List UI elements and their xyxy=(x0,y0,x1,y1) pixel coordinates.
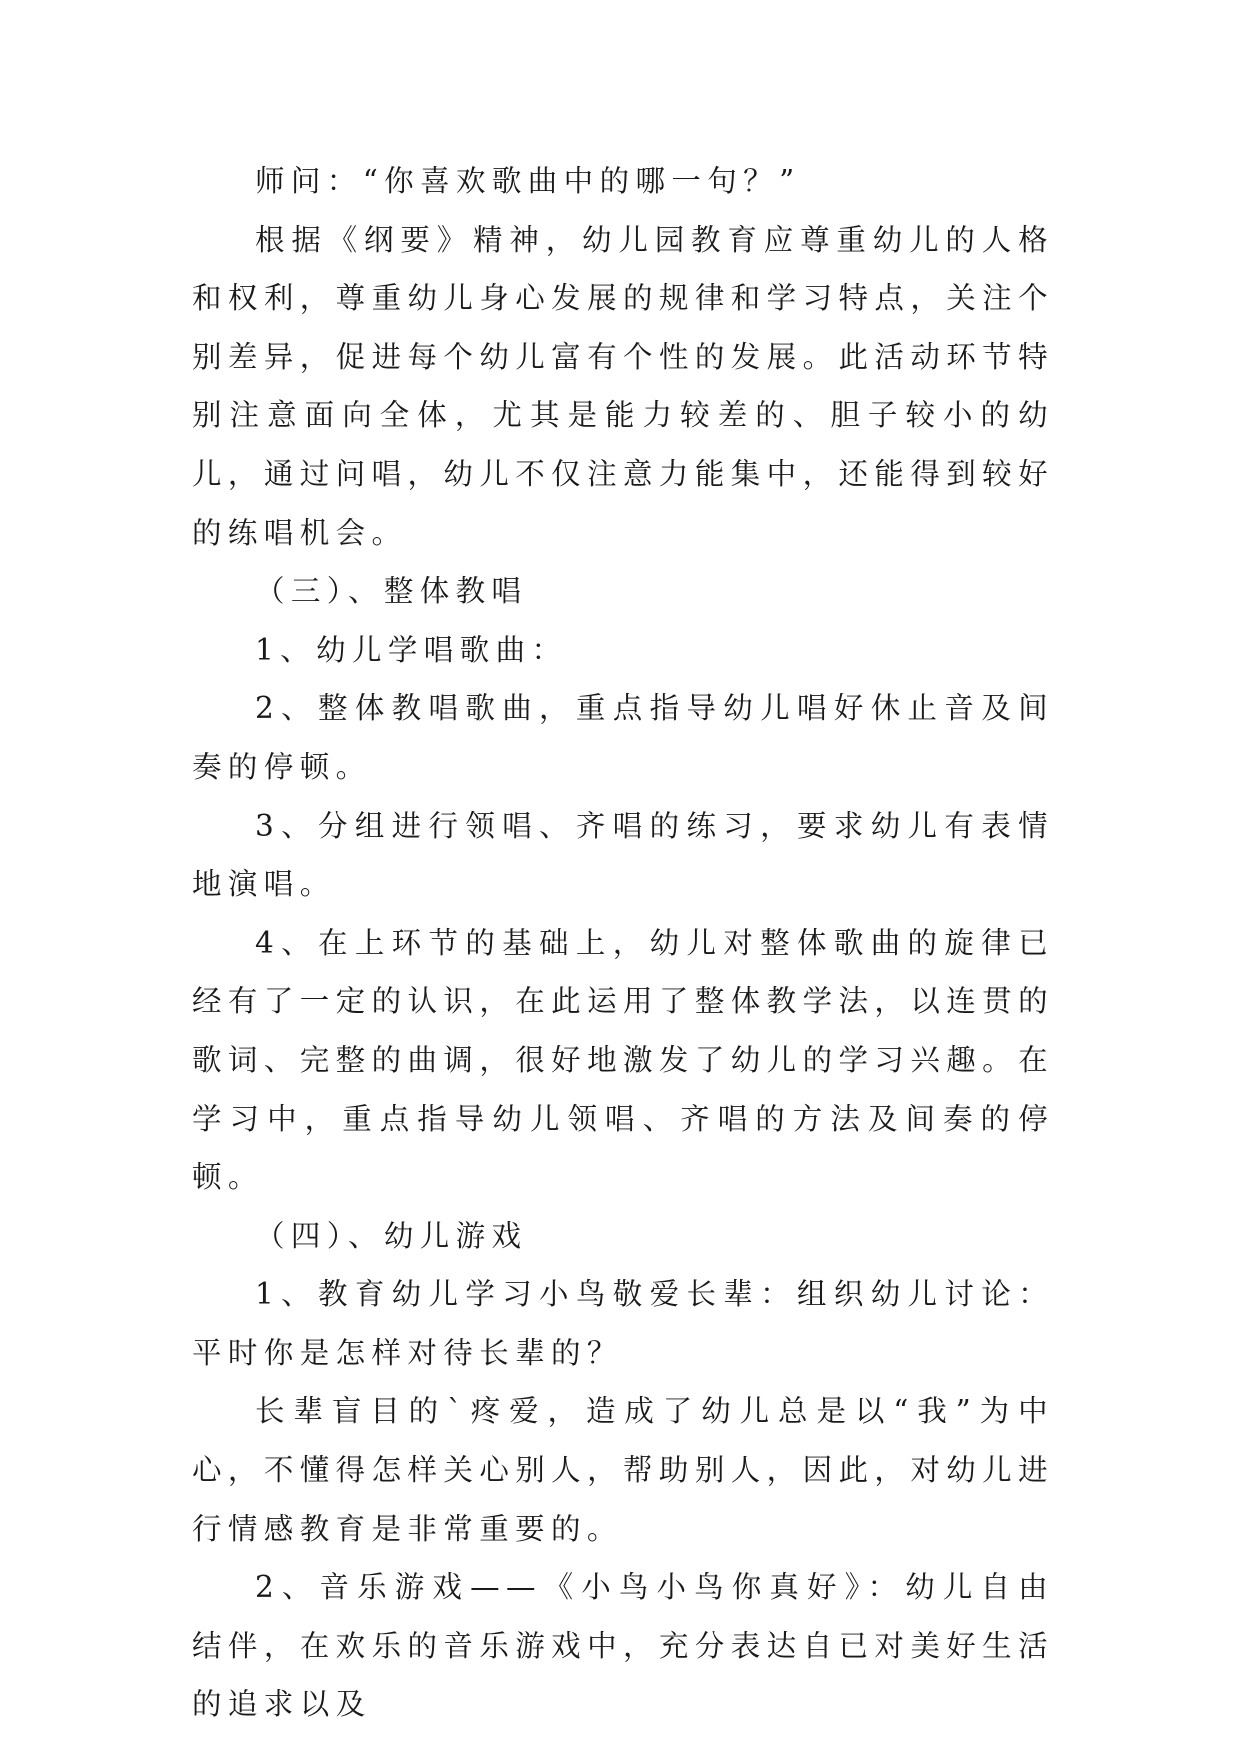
paragraph: 2、音乐游戏——《小鸟小鸟你真好》：幼儿自由结伴，在欢乐的音乐游戏中，充分表达自已对美好生活的追求以及 xyxy=(192,1570,1054,1722)
paragraph: 师问：“你喜欢歌曲中的哪一句？” xyxy=(255,164,801,198)
paragraph: 长辈盲目的`疼爱，造成了幼儿总是以“我”为中心，不懂得怎样关心别人，帮助别人，因此，对幼儿进行情感教育是非常重要的。 xyxy=(192,1394,1054,1546)
paragraph: 2、整体教唱歌曲，重点指导幼儿唱好休止音及间奏的停顿。 xyxy=(192,691,1054,784)
paragraph: 1、教育幼儿学习小鸟敬爱长辈：组织幼儿讨论：平时你是怎样对待长辈的？ xyxy=(192,1277,1054,1370)
section-heading: （四）、幼儿游戏 xyxy=(255,1218,528,1253)
document-body xyxy=(192,152,1054,1734)
section-heading: （三）、整体教唱 xyxy=(255,574,528,609)
paragraph: 根据《纲要》精神，幼儿园教育应尊重幼儿的人格和权利，尊重幼儿身心发展的规律和学习特点，关注个别差异，促进每个幼儿富有个性的发展。此活动环节特别注意面向全体，尤其是能力较差的、胆子较小的幼儿，通过问唱，幼儿不仅注意力能集中，还能得到较好的练唱机会。 xyxy=(192,222,1054,550)
paragraph: 3、分组进行领唱、齐唱的练习，要求幼儿有表情地演唱。 xyxy=(192,808,1054,902)
paragraph: 1、幼儿学唱歌曲： xyxy=(255,632,568,667)
paragraph: 4、在上环节的基础上，幼儿对整体歌曲的旋律已经有了一定的认识，在此运用了整体教学法，以连贯的歌词、完整的曲调，很好地激发了幼儿的学习兴趣。在学习中，重点指导幼儿领唱、齐唱的方法及间奏的停顿。 xyxy=(192,925,1054,1195)
